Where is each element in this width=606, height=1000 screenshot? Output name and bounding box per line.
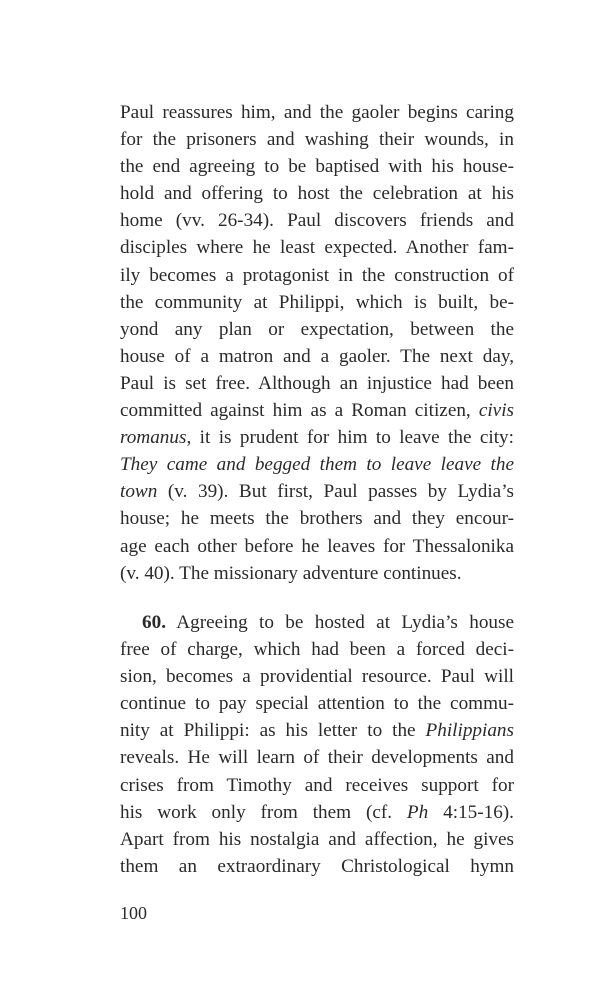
text-line xyxy=(120,424,514,451)
text-line: free of charge, which had been a forced deci- xyxy=(120,639,514,661)
italic-quotation-end: town xyxy=(120,481,158,503)
text-line: (v. 40). The missionary adventure continues. xyxy=(120,562,462,584)
text-run: 4:15-16). xyxy=(428,801,514,823)
text-line: Apart from his nostalgia and affection, he gives xyxy=(120,828,514,850)
text-line: house; he meets the brothers and they encour- xyxy=(120,508,514,530)
text-run: , it is prudent for him to leave the city: xyxy=(186,427,514,449)
text-run: Agreeing to be hosted at Lydia’s house xyxy=(165,612,514,633)
text-run: (v. 39). But first, Paul passes by Lydia’s xyxy=(157,481,514,503)
italic-quotation-line: They came and begged them to leave leave the xyxy=(120,454,514,476)
italic-book-abbrev: Ph xyxy=(406,801,429,823)
text-line xyxy=(120,609,514,636)
text-line: them an extraordinary Christological hymn xyxy=(120,855,514,877)
text-line: the community at Philippi, which is built, be- xyxy=(120,291,514,313)
italic-latin-term: civis xyxy=(478,400,514,422)
text-line: for the prisoners and washing their wounds, in xyxy=(120,129,514,151)
text-run: his work only from them (cf. xyxy=(120,801,407,823)
text-line: hold and offering to host the celebration at his xyxy=(120,183,514,205)
page-number: 100 xyxy=(120,903,147,923)
text-line: home (vv. 26-34). Paul discovers friends and xyxy=(120,210,514,232)
text-run: committed against him as a Roman citizen, xyxy=(120,400,479,422)
italic-latin-term: romanus xyxy=(120,427,187,449)
text-line: crises from Timothy and receives support for xyxy=(120,774,514,796)
paragraph-number: 60. xyxy=(142,612,166,633)
text-line xyxy=(120,799,514,826)
italic-book-title: Philippians xyxy=(425,720,514,742)
paragraph-continuation xyxy=(120,99,514,587)
text-line: yond any plan or expectation, between the xyxy=(120,318,514,340)
text-line: disciples where he least expected. Another fam- xyxy=(120,237,514,259)
text-line xyxy=(120,478,514,505)
text-line: house of a matron and a gaoler. The next day, xyxy=(120,345,514,367)
text-line: continue to pay special attention to the commu- xyxy=(120,693,514,715)
text-run: nity at Philippi: as his letter to the xyxy=(120,720,426,742)
text-line xyxy=(120,717,514,744)
text-line: ily becomes a protagonist in the construction of xyxy=(120,264,514,286)
text-line: Paul is set free. Although an injustice had been xyxy=(120,372,514,394)
text-line: the end agreeing to be baptised with his house- xyxy=(120,156,514,178)
text-line: Paul reassures him, and the gaoler begins caring xyxy=(120,102,514,123)
text-line xyxy=(120,397,514,424)
text-line: reveals. He will learn of their developments and xyxy=(120,747,514,769)
text-line: age each other before he leaves for Thessalonika xyxy=(120,535,514,557)
text-line: sion, becomes a providential resource. Paul will xyxy=(120,666,514,688)
paragraph-60 xyxy=(120,609,514,880)
